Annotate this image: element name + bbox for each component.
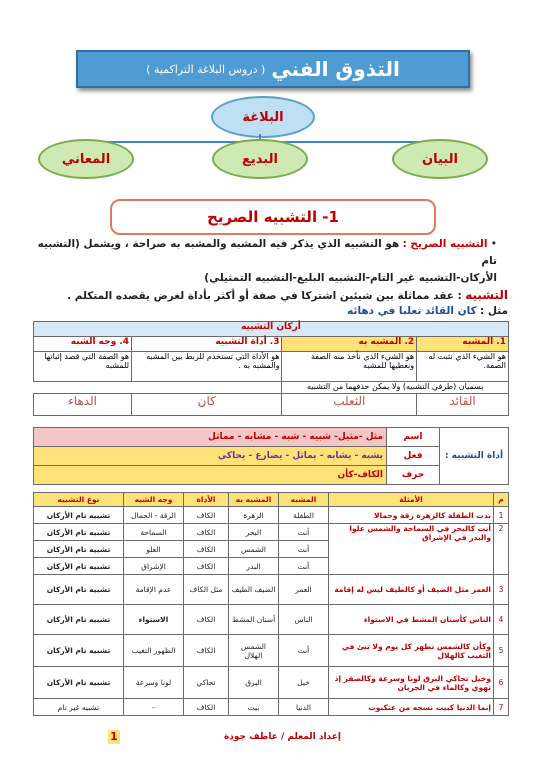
row-mushabbah-bihi: الشمس	[229, 541, 279, 558]
row-num: 7	[494, 699, 509, 716]
tool-type: اسم	[387, 428, 440, 447]
definition-line2: الأركان-التشبيه غير التام-التشبيه البليغ-التشبيه التمثيلي)	[204, 272, 497, 284]
diagram-branch-maani: المعاني	[38, 139, 134, 179]
col-header: المشبه به	[229, 493, 279, 507]
diagram-branch-badi: البديع	[212, 139, 308, 179]
row-wajh: -	[124, 699, 184, 716]
row-wajh: العلو	[124, 541, 184, 558]
tashbih-example	[38, 303, 508, 320]
row-mushabbah: الناس	[279, 605, 329, 635]
definition-text: هو التشبيه الذي يذكر فيه المشبه والمشبه به صراحة ، ويشمل (التشبيه تام	[37, 238, 497, 267]
table-row	[34, 605, 509, 635]
col-header: م	[494, 493, 509, 507]
row-kind: تشبيه تام الأركان	[34, 541, 124, 558]
col-header: الأمثلة	[329, 493, 494, 507]
row-kind: تشبيه تام الأركان	[34, 558, 124, 575]
table-row	[34, 667, 509, 699]
row-num: 4	[494, 605, 509, 635]
definition-term: التشبيه الصريح :	[402, 238, 488, 250]
row-num: 3	[494, 575, 509, 605]
row-wajh: لونا وسرعة	[124, 667, 184, 699]
row-num: 1	[494, 507, 509, 524]
row-kind: تشبيه تام الأركان	[34, 575, 124, 605]
row-mushabbah: أنت	[279, 558, 329, 575]
tool-type: فعل	[387, 447, 440, 466]
col-header: وجه الشبه	[124, 493, 184, 507]
pillars-title: أركان التشبيه	[34, 322, 509, 337]
row-example: وكأن كالشمس تظهر كل يوم ولا تنئ في التغيب كالهلال	[329, 635, 494, 667]
example-word: كان	[132, 394, 282, 416]
row-num: 2	[494, 524, 509, 575]
tashbih-term: التشبيه	[465, 288, 508, 302]
row-kind: تشبيه تام الأركان	[34, 524, 124, 541]
pillar-header: 2. المشبه به	[282, 337, 417, 352]
table-row	[34, 699, 509, 716]
row-tool: الكاف	[184, 605, 229, 635]
row-mushabbah: خيل	[279, 667, 329, 699]
row-mushabbah: أنت	[279, 541, 329, 558]
example-text: كان القائد ثعلبا في دهائه	[347, 305, 477, 317]
definition-paragraph	[37, 236, 497, 287]
row-mushabbah-bihi: أسنان المشط	[229, 605, 279, 635]
row-example: بدت الطفلة كالزهرة رقة وجمالا	[329, 507, 494, 524]
row-mushabbah-bihi: البرق	[229, 667, 279, 699]
row-mushabbah-bihi: بيت	[229, 699, 279, 716]
row-wajh: الإشراق	[124, 558, 184, 575]
pillar-desc: هو الشيء الذي نأخذ منه الصفة ونعطيها للمشبه	[282, 352, 417, 382]
pillar-header: 1. المشبه	[417, 337, 509, 352]
row-tool: تحاكي	[184, 667, 229, 699]
table-row	[34, 635, 509, 667]
examples-table	[33, 492, 509, 716]
row-example: أنت كالبحر في السماحة والشمس علوا والبدر في الإشراق	[329, 524, 494, 575]
pillar-desc: هو الصفة التي قصد إثباتها للمشبه	[34, 352, 132, 382]
pillars-table	[33, 321, 509, 416]
row-kind: تشبيه تام الأركان	[34, 507, 124, 524]
pillar-desc: هو الأداة التي تستخدم للربط بين المشبه والمشبه به .	[132, 352, 282, 382]
row-mushabbah: أنت	[279, 635, 329, 667]
diagram-root-node: البلاغة	[211, 96, 315, 138]
page-number: 1	[108, 730, 120, 744]
example-word: الدهاء	[34, 394, 132, 416]
row-kind: تشبيه تام الأركان	[34, 667, 124, 699]
tashbih-text: : عقد مماثلة بين شيئين اشتركا في صفة أو أكثر بأداة لغرض يقصده المتكلم .	[67, 290, 462, 302]
row-mushabbah-bihi: البحر	[229, 524, 279, 541]
tool-words: الكاف-كأن	[34, 466, 387, 485]
row-tool: الكاف	[184, 541, 229, 558]
section-title: 1- التشبيه الصريح	[110, 199, 436, 235]
tool-type: حرف	[387, 466, 440, 485]
pillar-header: 3. أداة التشبيه	[132, 337, 282, 352]
row-kind: تشبيه تام الأركان	[34, 605, 124, 635]
row-tool: الكاف	[184, 507, 229, 524]
table-row	[34, 575, 509, 605]
row-num: 6	[494, 667, 509, 699]
row-mushabbah-bihi: الشمس الهلال	[229, 635, 279, 667]
page-title: التذوق الفني	[271, 57, 400, 81]
row-example: وخيل تحاكي البرق لونا وسرعة وكالصقر إذ تهوي وكالماء في الجريان	[329, 667, 494, 699]
col-header: الأداة	[184, 493, 229, 507]
row-mushabbah-bihi: الضيف الطيف	[229, 575, 279, 605]
footer-author: إعداد المعلم / عاطف جودة	[223, 732, 341, 742]
row-mushabbah: أنت	[279, 524, 329, 541]
diagram-branch-bayan: البيان	[392, 139, 488, 179]
row-mushabbah: الدنيا	[279, 699, 329, 716]
row-num: 5	[494, 635, 509, 667]
row-example: العمر مثل الضيف أو كالطيف ليس له إقامة	[329, 575, 494, 605]
tool-words: يشبه - يشابه - يماثل - يضارع - يحاكي	[34, 447, 387, 466]
row-mushabbah: العمر	[279, 575, 329, 605]
col-header: المشبه	[279, 493, 329, 507]
row-tool: الكاف	[184, 558, 229, 575]
row-wajh: عدم الإقامة	[124, 575, 184, 605]
example-label: مثل :	[479, 305, 508, 317]
bullet: •	[487, 238, 497, 250]
pillars-note: يسميان (طرفي التشبيه) ولا يمكن حذفهما من التشبيه	[282, 382, 509, 394]
table-row	[34, 507, 509, 524]
row-tool: الكاف	[184, 524, 229, 541]
row-wajh: السماحة	[124, 524, 184, 541]
row-mushabbah-bihi: الزهرة	[229, 507, 279, 524]
col-header: نوع التشبيه	[34, 493, 124, 507]
table-row	[34, 524, 509, 541]
row-example: إنما الدنيا كبيت نسجه من عنكبوت	[329, 699, 494, 716]
row-tool: الكاف	[184, 699, 229, 716]
row-kind: تشبيه تام الأركان	[34, 635, 124, 667]
example-word: القائد	[417, 394, 509, 416]
row-mushabbah-bihi: البدر	[229, 558, 279, 575]
page-subtitle: ( دروس البلاغة التراكمية )	[146, 62, 266, 76]
row-mushabbah: الطفلة	[279, 507, 329, 524]
row-tool: مثل الكاف	[184, 575, 229, 605]
pillar-desc: هو الشيء الذي نثبت له الصفة.	[417, 352, 509, 382]
row-tool: الكاف	[184, 635, 229, 667]
tools-table	[33, 427, 509, 485]
row-kind: تشبيه غير تام	[34, 699, 124, 716]
page-title-banner	[76, 50, 470, 88]
example-word: الثعلب	[282, 394, 417, 416]
row-example: الناس كأسنان المشط في الاستواء	[329, 605, 494, 635]
row-wajh: الظهور التغيب	[124, 635, 184, 667]
row-wajh: الرقة - الجمال	[124, 507, 184, 524]
pillar-header: 4. وجه الشبه	[34, 337, 132, 352]
tool-words: مثل -مثيل- شبيه - شبه - مشابه - مماثل	[34, 428, 387, 447]
tools-label: أداة التشبيه :	[440, 428, 509, 485]
row-wajh: الاستواء	[124, 605, 184, 635]
